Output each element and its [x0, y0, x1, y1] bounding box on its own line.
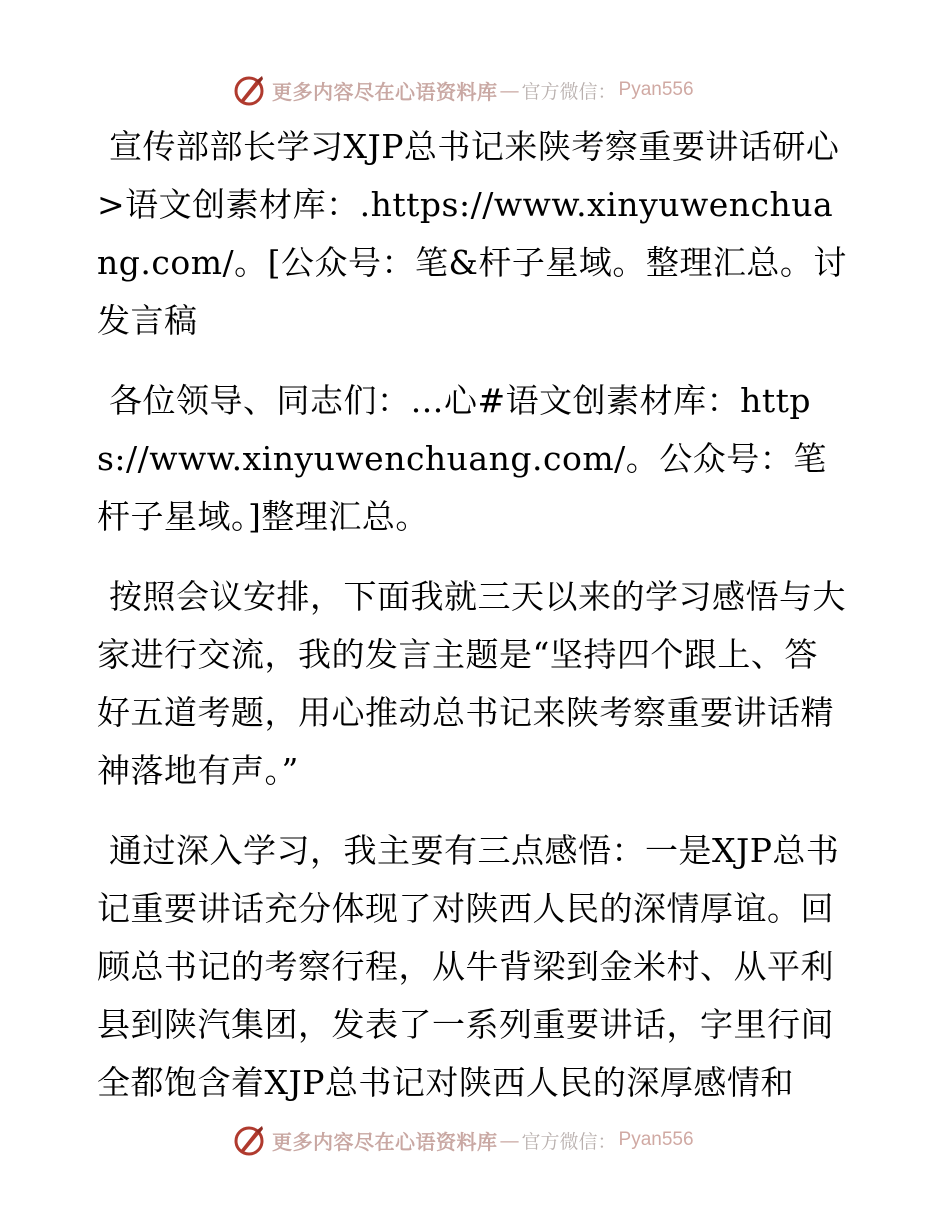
quill-logo-icon: [232, 73, 266, 107]
paragraph-title: 宣传部部长学习XJP总书记来陕考察重要讲话研心>语文创素材库：.https://www.xinyuwenchuang.com/。[公众号：笔&杆子星域。整理汇总。讨发言稿: [97, 127, 847, 340]
banner-dash: —: [499, 78, 520, 102]
document-body: [97, 118, 849, 1134]
header-banner: [232, 70, 752, 110]
banner-dash: —: [499, 1128, 520, 1152]
paragraph-insights: 通过深入学习，我主要有三点感悟：一是XJP总书记重要讲话充分体现了对陕西人民的深情厚谊。回顾总书记的考察行程，从牛背梁到金米村、从平利县到陕汽集团，发表了一系列重要讲话，字里行间全都饱含着XJP总书记对陕西人民的深厚感情和: [97, 831, 840, 1102]
banner-wechat-id: Pyan556: [618, 1129, 694, 1150]
banner-lead-text: 更多内容尽在心语资料库: [272, 79, 498, 104]
paragraph-greeting: 各位领导、同志们：…心#语文创素材库：https://www.xinyuwenchuang.com/。公众号：笔杆子星域。]整理汇总。: [97, 381, 827, 536]
banner-wechat-label: 官方微信：: [521, 80, 617, 103]
quill-logo-icon: [232, 1123, 266, 1157]
banner-lead-text: 更多内容尽在心语资料库: [272, 1129, 498, 1154]
banner-wechat-id: Pyan556: [618, 79, 694, 100]
footer-banner: [232, 1120, 752, 1160]
paragraph-intro: 按照会议安排，下面我就三天以来的学习感悟与大家进行交流，我的发言主题是“坚持四个跟上、答好五道考题，用心推动总书记来陕考察重要讲话精神落地有声。”: [97, 577, 846, 790]
banner-wechat-label: 官方微信：: [521, 1130, 617, 1153]
